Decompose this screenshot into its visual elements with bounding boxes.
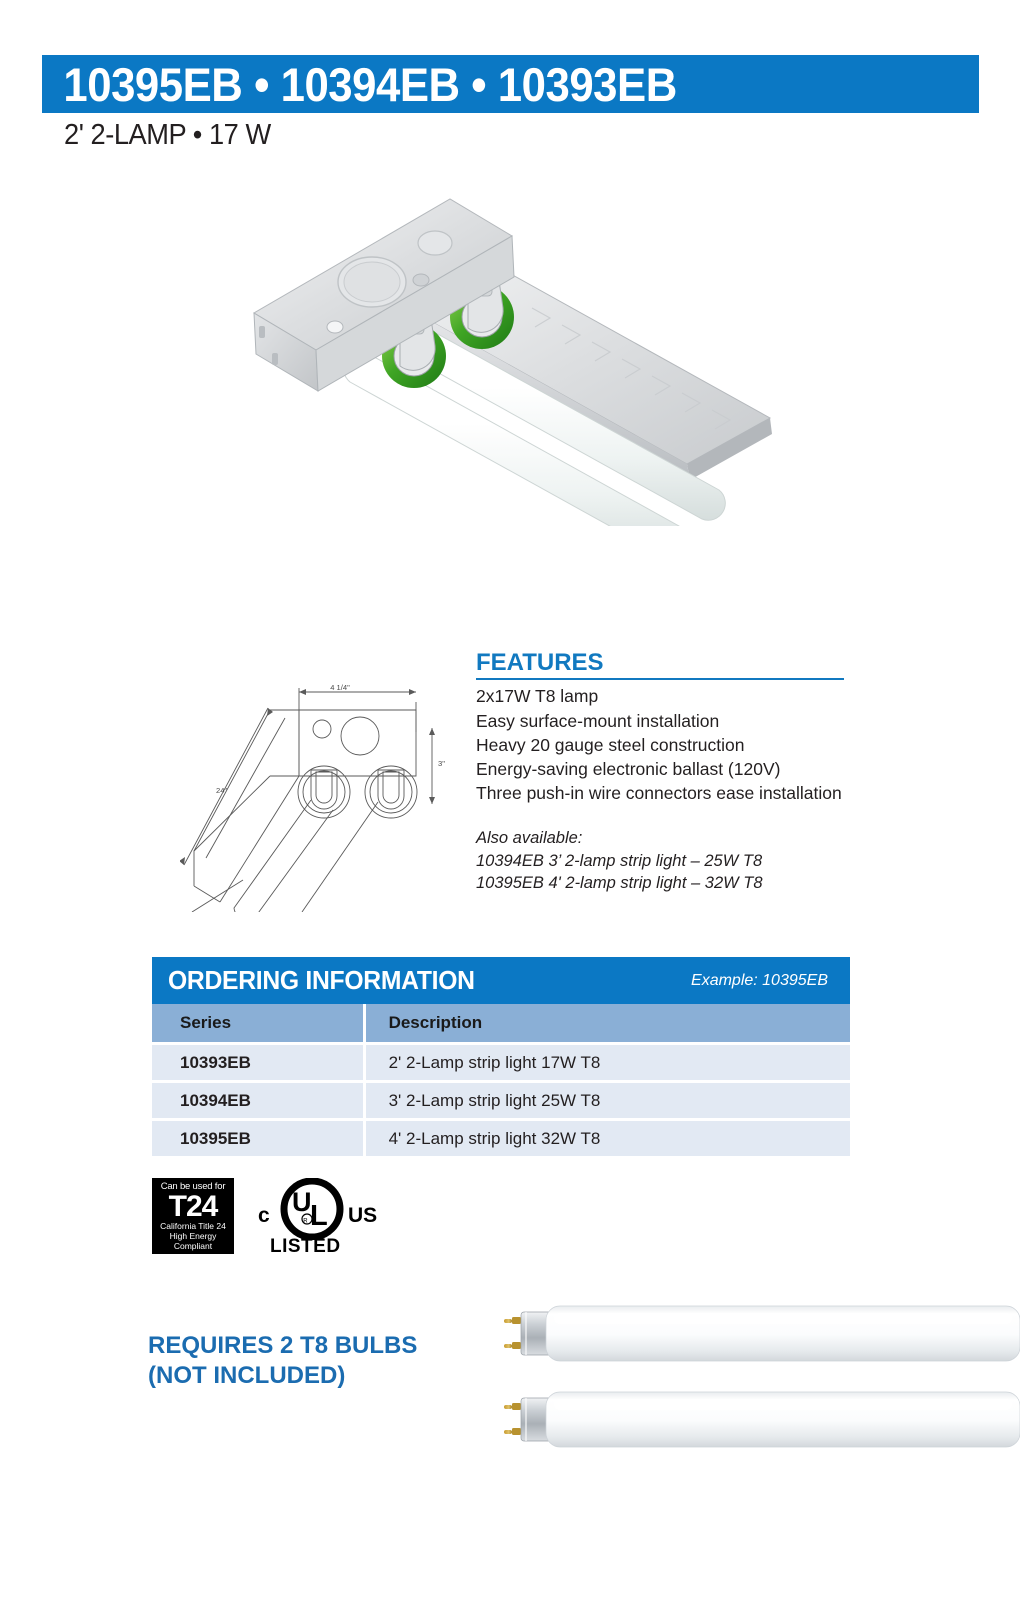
ordering-header bbox=[152, 957, 850, 1004]
cell-description: 2' 2-Lamp strip light 17W T8 bbox=[366, 1042, 850, 1080]
features-list bbox=[476, 684, 851, 805]
dimension-drawing bbox=[180, 640, 452, 912]
ordering-title: ORDERING INFORMATION bbox=[168, 965, 475, 995]
svg-text:L: L bbox=[310, 1200, 328, 1232]
bulbs-note-line1: REQUIRES 2 T8 BULBS bbox=[148, 1332, 418, 1359]
ordering-information-section bbox=[152, 957, 850, 1156]
features-section bbox=[476, 650, 851, 895]
page-subtitle: 2' 2-LAMP • 17 W bbox=[64, 119, 271, 151]
t24-line1: Can be used for bbox=[160, 1181, 226, 1192]
cell-description: 3' 2-Lamp strip light 25W T8 bbox=[366, 1080, 850, 1118]
column-header-series: Series bbox=[152, 1004, 366, 1042]
table-row[interactable] bbox=[152, 1080, 850, 1118]
cell-series: 10393EB bbox=[152, 1042, 366, 1080]
feature-item: Energy-saving electronic ballast (120V) bbox=[476, 759, 781, 779]
product-photo bbox=[232, 196, 777, 526]
t24-line3: California Title 24 High Energy Compliant bbox=[160, 1221, 226, 1251]
svg-text:R: R bbox=[303, 1218, 308, 1225]
dim-height-label: 3" bbox=[438, 759, 445, 768]
ordering-table bbox=[152, 1004, 850, 1156]
feature-item: 2x17W T8 lamp bbox=[476, 686, 599, 707]
bulb-2 bbox=[504, 1392, 1020, 1447]
features-divider bbox=[476, 678, 844, 680]
also-available-item: 10394EB 3’ 2-lamp strip light – 25W T8 bbox=[476, 851, 763, 870]
feature-item: Easy surface-mount installation bbox=[476, 710, 720, 731]
page-title: 10395EB • 10394EB • 10393EB bbox=[63, 57, 677, 111]
bulb-1 bbox=[504, 1306, 1020, 1361]
cell-series: 10394EB bbox=[152, 1080, 366, 1118]
ul-listed-label: LISTED bbox=[270, 1236, 341, 1257]
also-available-block bbox=[476, 827, 851, 895]
table-header-row bbox=[152, 1004, 850, 1042]
dim-length-label: 24" bbox=[216, 786, 228, 795]
t24-line2: T24 bbox=[168, 1190, 218, 1223]
certification-logos bbox=[152, 1178, 388, 1262]
cell-series: 10395EB bbox=[152, 1118, 366, 1156]
svg-text:c: c bbox=[258, 1204, 270, 1227]
feature-item: Three push-in wire connectors ease installation bbox=[476, 783, 842, 804]
page-header-bar bbox=[42, 55, 979, 113]
ordering-example: Example: 10395EB bbox=[691, 971, 828, 989]
also-available-label: Also available: bbox=[476, 829, 583, 848]
cell-description: 4' 2-Lamp strip light 32W T8 bbox=[366, 1118, 850, 1156]
title-24-badge-icon bbox=[152, 1178, 234, 1254]
also-available-item: 10395EB 4' 2-lamp strip light – 32W T8 bbox=[476, 874, 763, 893]
ul-listed-mark-icon bbox=[256, 1178, 388, 1264]
bulbs-requirement-note bbox=[148, 1331, 468, 1391]
features-heading: FEATURES bbox=[476, 649, 604, 676]
t8-bulbs-photo bbox=[480, 1296, 1020, 1456]
table-row[interactable] bbox=[152, 1118, 850, 1156]
svg-text:US: US bbox=[348, 1204, 378, 1227]
svg-text:U: U bbox=[292, 1187, 312, 1217]
dim-width-label: 4 1/4" bbox=[330, 683, 350, 692]
table-row[interactable] bbox=[152, 1042, 850, 1080]
feature-item: Heavy 20 gauge steel construction bbox=[476, 734, 745, 755]
column-header-description: Description bbox=[366, 1004, 850, 1042]
bulbs-note-line2: (NOT INCLUDED) bbox=[148, 1362, 346, 1389]
